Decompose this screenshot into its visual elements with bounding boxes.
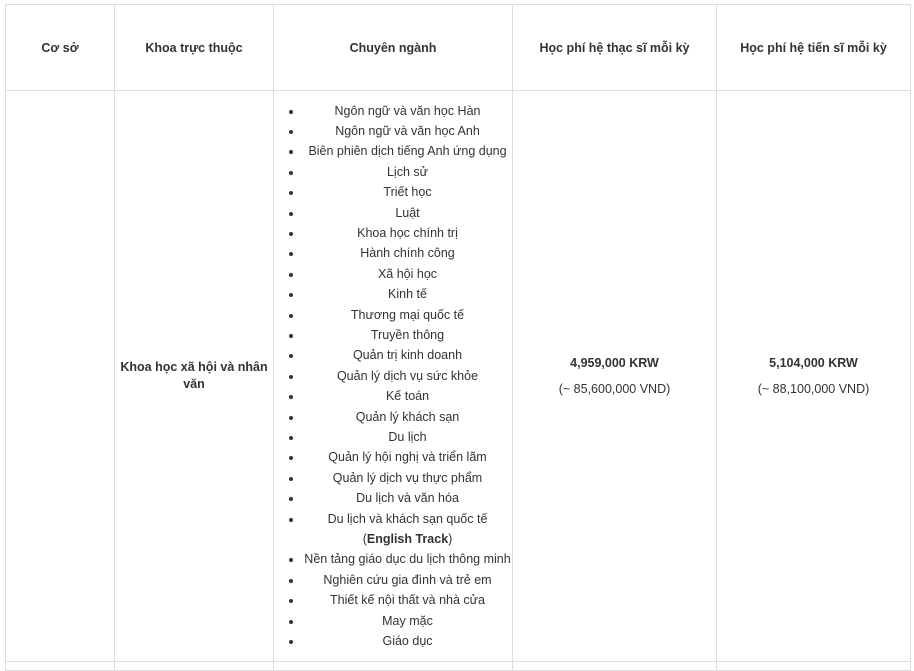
list-item: • Quản lý khách sạn [303,407,512,427]
phd-fee-vnd: (~ 88,100,000 VND) [757,382,870,396]
major-text: Du lịch và khách sạn quốc tế ( [327,511,488,547]
majors-list [274,101,512,652]
list-item: • Khoa học chính trị [303,223,512,243]
empty-cell [6,662,115,671]
major-suffix: ) [448,532,453,547]
campus-cell [6,91,115,662]
master-fee-vnd: (~ 85,600,000 VND) [558,382,671,396]
table-row [6,91,911,662]
table-row-partial [6,662,911,671]
list-item: • Nền tảng giáo dục du lịch thông minh [303,549,512,569]
master-fee-krw: 4,959,000 KRW [570,356,659,370]
list-item: • Kế toán [303,386,512,406]
header-row [6,5,911,91]
list-item: • Quản lý hội nghị và triển lãm [303,447,512,467]
empty-cell [274,662,513,671]
header-campus: Cơ sở [6,5,115,91]
list-item: • Truyền thông [303,325,512,345]
majors-cell [274,91,513,662]
phd-fee-cell [717,91,911,662]
header-faculty: Khoa trực thuộc [115,5,274,91]
list-item: • Quản lý dịch vụ thực phẩm [303,468,512,488]
empty-cell [115,662,274,671]
header-master-fee: Học phí hệ thạc sĩ mỗi kỳ [513,5,717,91]
list-item: • Ngôn ngữ và văn học Anh [303,121,512,141]
english-track-label: English Track [366,532,449,547]
list-item: • Quản trị kinh doanh [303,345,512,365]
list-item: • Triết học [303,182,512,202]
list-item: • Du lịch [303,427,512,447]
list-item [303,509,512,550]
faculty-cell: Khoa học xã hội và nhân văn [115,91,274,662]
list-item: • Du lịch và văn hóa [303,488,512,508]
header-phd-fee: Học phí hệ tiến sĩ mỗi kỳ [717,5,911,91]
list-item: • Ngôn ngữ và văn học Hàn [303,101,512,121]
list-item: • Giáo dục [303,631,512,651]
tuition-table [5,4,911,671]
list-item: • Biên phiên dịch tiếng Anh ứng dụng [303,141,512,161]
list-item: • Lịch sử [303,162,512,182]
header-major: Chuyên ngành [274,5,513,91]
list-item: • Luật [303,203,512,223]
phd-fee-krw: 5,104,000 KRW [769,356,858,370]
list-item: • Xã hội học [303,264,512,284]
master-fee-cell [513,91,717,662]
empty-cell [513,662,717,671]
list-item: • Nghiên cứu gia đình và trẻ em [303,570,512,590]
list-item: • Thiết kế nội thất và nhà cửa [303,590,512,610]
list-item: • Kinh tế [303,284,512,304]
list-item: • Hành chính công [303,243,512,263]
list-item: • Thương mại quốc tế [303,305,512,325]
list-item: • Quản lý dịch vụ sức khỏe [303,366,512,386]
empty-cell [717,662,911,671]
list-item: • May mặc [303,611,512,631]
